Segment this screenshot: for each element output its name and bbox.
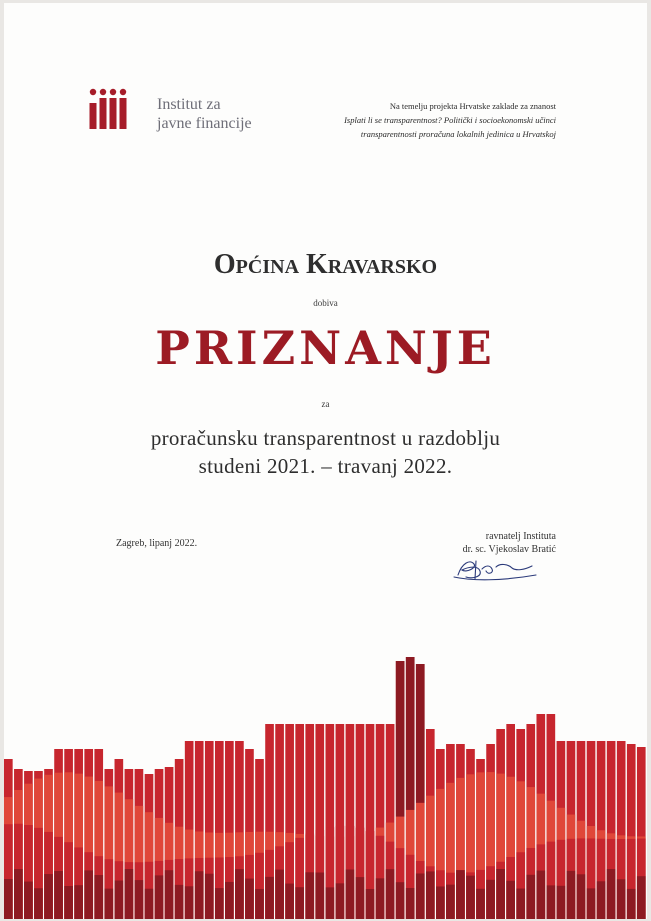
skyline-low-bar [125,869,134,919]
project-note-line2: Isplati li se transparentnost? Politički i socioekonomski učinci [344,115,556,125]
skyline-low-bar [547,885,556,919]
institute-name [157,95,297,133]
institute-name-line2: javne financije [157,115,252,132]
skyline-low-bar [215,888,224,919]
skyline-tower-bar [406,657,415,810]
project-note-line3: transparentnosti proračuna lokalnih jedinica u Hrvatskoj [360,129,556,139]
skyline-low-bar [155,875,164,919]
for-word: za [321,399,330,409]
skyline-low-bar [637,876,646,919]
skyline-low-bar [235,869,244,919]
skyline-low-bar [195,871,204,919]
project-note-line1: Na temelju projekta Hrvatske zaklade za znanost [389,101,556,111]
skyline-low-bar [14,869,23,919]
skyline-low-bar [516,889,525,919]
skyline-low-bar [486,880,495,919]
skyline-low-bar [205,874,214,919]
skyline-low-bar [376,878,385,919]
skyline-low-bar [4,879,13,919]
skyline-low-bar [305,872,314,919]
skyline-low-bar [436,886,445,919]
skyline-low-bar [587,888,596,919]
decorative-skyline-graphic [4,643,647,919]
receives-word: dobiva [313,298,338,308]
skyline-low-bar [446,885,455,919]
reason-line2: studeni 2021. – travanj 2022. [198,454,453,478]
skyline-low-bar [115,880,124,919]
skyline-low-bar [476,889,485,919]
institute-people-logo-icon [88,87,128,131]
skyline-low-bar [135,880,144,919]
skyline-low-bar [557,886,566,919]
recipient-name: Općina Kravarsko [213,249,438,280]
skyline-low-bar [617,879,626,919]
award-title: PRIZNANJE [155,321,496,375]
skyline-low-bar [64,886,73,919]
institute-name-line1: Institut za [157,96,221,113]
reason-line1: proračunsku transparentnost u razdoblju [150,426,501,450]
skyline-low-bar [326,887,335,919]
skyline-low-bar [456,870,465,919]
skyline-low-bar [577,874,586,919]
skyline-low-bar [265,877,274,919]
skyline-low-bar [426,871,435,919]
skyline-low-bar [396,882,405,919]
skyline-tower-bar [416,664,425,803]
handwritten-signature [452,555,538,583]
skyline-low-bar [285,884,294,919]
skyline-low-bar [597,881,606,919]
skyline-tower-bar [396,661,405,817]
skyline-low-bar [526,875,535,919]
place-date: Zagreb, lipanj 2022. [116,538,198,549]
skyline-low-bar [165,870,174,919]
signatory-name: dr. sc. Vjekoslav Bratić [462,544,556,555]
skyline-low-bar [185,886,194,919]
skyline-low-bar [627,889,636,919]
skyline-low-bar [567,871,576,919]
skyline-low-bar [366,889,375,919]
skyline-low-bar [54,871,63,919]
skyline-low-bar [336,883,345,919]
skyline-low-bar [44,874,53,919]
skyline-low-bar [225,882,234,919]
skyline-low-bar [386,869,395,919]
skyline-low-bar [315,873,324,920]
skyline-low-bar [416,873,425,919]
skyline-low-bar [84,870,93,919]
certificate-page [4,3,647,919]
skyline-low-bar [356,877,365,919]
signatory-block [404,530,556,556]
project-note [304,99,556,141]
skyline-low-bar [24,882,33,919]
skyline-low-bar [346,870,355,919]
skyline-low-bar [94,875,103,919]
skyline-low-bar [104,889,113,919]
signatory-role: ravnatelj Instituta [485,531,556,542]
skyline-low-bar [506,881,515,919]
skyline-low-bar [74,885,83,919]
skyline-low-bar [607,869,616,919]
skyline-low-bar [145,889,154,919]
skyline-low-bar [295,887,304,919]
skyline-low-bar [406,888,415,919]
skyline-low-bar [496,869,505,919]
skyline-low-bar [34,888,43,919]
skyline-low-bar [245,879,254,919]
skyline-low-bar [175,885,184,919]
skyline-low-bar [275,870,284,919]
skyline-low-bar [536,871,545,919]
skyline-low-bar [466,876,475,919]
skyline-low-bar [255,889,264,919]
